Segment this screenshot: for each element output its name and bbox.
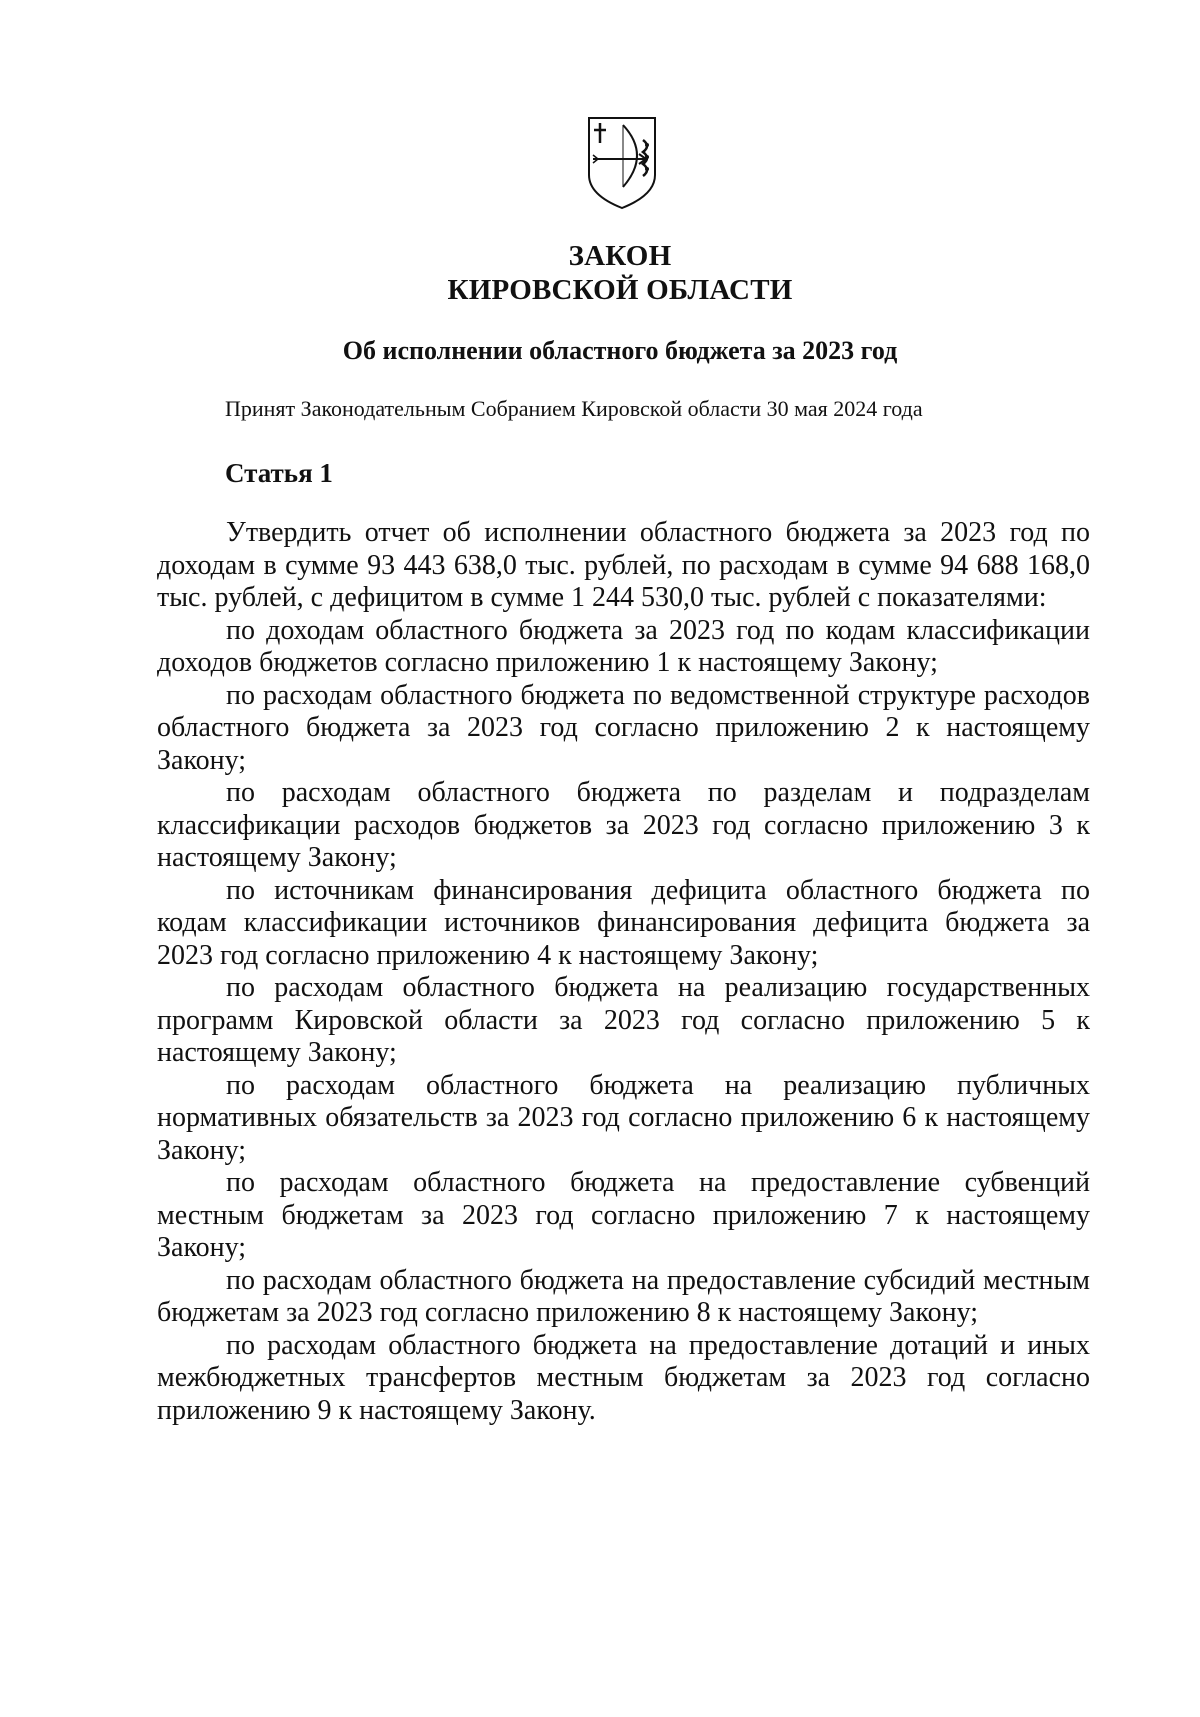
- list-item: по доходам областного бюджета за 2023 год по кодам классификации доходов бюджетов согласно приложению 1 к настоящему Закону;: [157, 614, 1090, 678]
- list-item: по источникам финансирования дефицита областного бюджета по кодам классификации источников финансирования дефицита бюджета за 2023 год согласно приложению 4 к настоящему Закону;: [157, 874, 1090, 971]
- list-item: по расходам областного бюджета на предоставление субвенций местным бюджетам за 2023 год согласно приложению 7 к настоящему Закону;: [157, 1167, 1090, 1263]
- list-item: по расходам областного бюджета на реализацию государственных программ Кировской области за 2023 год согласно приложению 5 к настоящему Закону;: [157, 972, 1090, 1068]
- article-intro: Утвердить отчет об исполнении областного бюджета за 2023 год по доходам в сумме 93 443 638,0 тыс. рублей, по расходам в сумме 94 688 168,0 тыс. рублей, с дефицитом в сумме 1 244 530,0 тыс. рублей с показателями:: [157, 517, 1090, 613]
- list-item: по расходам областного бюджета на предоставление субсидий местным бюджетам за 2023 год согласно приложению 8 к настоящему Закону;: [157, 1264, 1090, 1328]
- adopted-line: Принят Законодательным Собранием Кировской области 30 мая 2024 года: [225, 396, 923, 421]
- law-subtitle: Об исполнении областного бюджета за 2023 год: [342, 336, 898, 365]
- list-item: по расходам областного бюджета по ведомственной структуре расходов областного бюджета за 2023 год согласно приложению 2 к настоящему Закону;: [157, 679, 1090, 776]
- article-heading: Статья 1: [225, 458, 333, 488]
- law-title-line1: ЗАКОН: [568, 240, 672, 272]
- list-item: по расходам областного бюджета на реализацию публичных нормативных обязательств за 2023 год согласно приложению 6 к настоящему Закону;: [157, 1069, 1090, 1166]
- list-item: по расходам областного бюджета по разделам и подразделам классификации расходов бюджетов за 2023 год согласно приложению 3 к настоящему Закону;: [157, 777, 1090, 873]
- law-title-line2: КИРОВСКОЙ ОБЛАСТИ: [447, 274, 793, 306]
- list-item: по расходам областного бюджета на предоставление дотаций и иных межбюджетных трансфертов местным бюджетам за 2023 год согласно приложению 9 к настоящему Закону.: [157, 1329, 1090, 1426]
- kirov-oblast-coat-of-arms-icon: [585, 115, 659, 211]
- article-body: [157, 517, 1090, 1427]
